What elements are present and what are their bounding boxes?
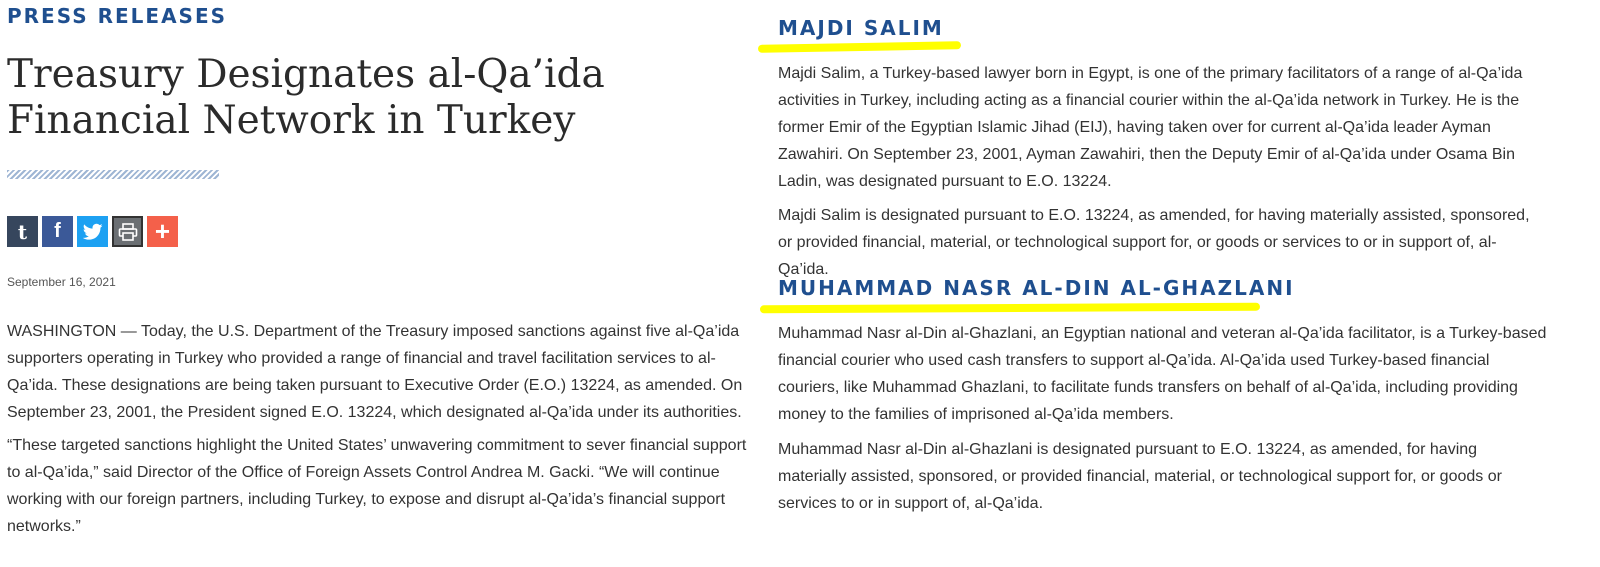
tumblr-icon: t <box>17 219 28 244</box>
plus-icon: + <box>154 216 171 246</box>
facebook-share-button[interactable] <box>42 216 73 247</box>
highlight-underline <box>758 41 961 53</box>
designee-name-heading: MUHAMMAD NASR AL-DIN AL-GHAZLANI <box>778 276 1295 300</box>
designee-paragraph: Muhammad Nasr al-Din al-Ghazlani is designated pursuant to E.O. 13224, as amended, for having materially assisted, sponsored, or provided financial, material, or technological support for, or goods or services to or in support of, al-Qa’ida. <box>778 441 1502 512</box>
article-paragraph: WASHINGTON — Today, the U.S. Department of the Treasury imposed sanctions against five al-Qa’ida supporters operating in Turkey who provided a range of financial and travel facilitation services to al-Qa’ida. These designations are being taken pursuant to Executive Order (E.O.) 13224, as amended. On September 23, 2001, the President signed E.O. 13224, which designated al-Qa’ida under its authorities. <box>7 323 743 421</box>
press-releases-kicker[interactable]: PRESS RELEASES <box>7 4 228 28</box>
designee-paragraph: Majdi Salim, a Turkey-based lawyer born in Egypt, is one of the primary facilitators of a range of al-Qa’ida activities in Turkey, including acting as a financial courier within the al-Qa’ida network in Turkey. He is the former Emir of the Egyptian Islamic Jihad (EIJ), having taken over for current al-Qa’ida leader Ayman Zawahiri. On September 23, 2001, Ayman Zawahiri, then the Deputy Emir of al-Qa’ida under Osama Bin Ladin, was designated pursuant to E.O. 13224. <box>778 65 1523 190</box>
tumblr-share-button[interactable] <box>7 216 38 247</box>
designee-name-heading: MAJDI SALIM <box>778 16 944 40</box>
facebook-icon: f <box>54 220 61 242</box>
printer-icon <box>118 223 138 241</box>
twitter-share-button[interactable] <box>77 216 108 247</box>
page-title: Treasury Designates al-Qa’ida Financial Network in Turkey <box>7 52 605 143</box>
title-divider <box>7 170 219 179</box>
print-button[interactable] <box>112 216 143 247</box>
designee-paragraph: Muhammad Nasr al-Din al-Ghazlani, an Egyptian national and veteran al-Qa’ida facilitator, is a Turkey-based financial courier who used cash transfers to support al-Qa’ida. Al-Qa’ida used Turkey-based financial couriers, like Muhammad Ghazlani, to facilitate funds transfers on behalf of al-Qa’ida, including providing money to the families of imprisoned al-Qa’ida members. <box>778 325 1547 423</box>
twitter-bird-icon <box>83 223 103 241</box>
highlight-underline <box>760 303 1260 314</box>
article-paragraph: “These targeted sanctions highlight the United States’ unwavering commitment to sever financial support to al-Qa’ida,” said Director of the Office of Foreign Assets Control Andrea M. Gacki. “We will continue working with our foreign partners, including Turkey, to expose and disrupt al-Qa’ida’s financial support networks.” <box>7 437 747 535</box>
designee-paragraph: Majdi Salim is designated pursuant to E.O. 13224, as amended, for having materially assisted, sponsored, or provided financial, material, or technological support for, or goods or services to or in support of, al-Qa’ida. <box>778 207 1530 278</box>
share-bar <box>7 216 178 247</box>
publish-date: September 16, 2021 <box>7 275 116 289</box>
more-share-options-button[interactable] <box>147 216 178 247</box>
